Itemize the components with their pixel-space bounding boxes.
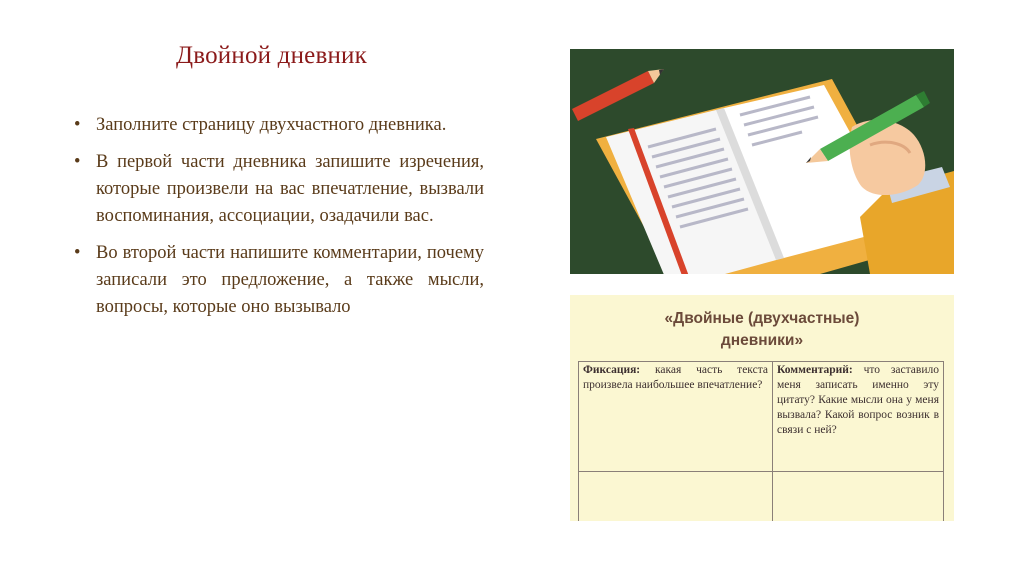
bullet-text: В первой части дневника запишите изречения, которые произвели на вас впечатление, вызвали воспоминания, ассоциации, озадачили вас. — [96, 152, 484, 226]
fixation-text: какая часть текста произвела наибольшее впечатление? — [583, 364, 768, 391]
bullet-dot: • — [74, 152, 81, 172]
bullet-item — [72, 149, 484, 230]
empty-cell — [773, 472, 944, 522]
bullet-list — [72, 112, 484, 331]
comment-text: что заставило меня записать именно эту цитату? Какие мысли она у меня вызвала? Какой вопрос возник в связи с ней? — [777, 364, 939, 436]
book-illustration-svg — [570, 49, 954, 274]
table-row — [579, 362, 944, 472]
empty-cell — [579, 472, 773, 522]
fixation-label: Фиксация: — [583, 364, 641, 376]
comment-label: Комментарий: — [777, 364, 853, 376]
comment-cell — [773, 362, 944, 472]
red-pencil-icon — [572, 69, 664, 121]
bullet-item — [72, 112, 484, 139]
bullet-item — [72, 240, 484, 321]
card-title-line2: дневники» — [720, 332, 804, 349]
bullet-text: Заполните страницу двухчастного дневника. — [96, 115, 447, 135]
bullet-dot: • — [74, 115, 81, 135]
bullet-dot: • — [74, 243, 81, 263]
book-writing-illustration — [570, 49, 954, 274]
slide-title: Двойной дневник — [176, 42, 367, 69]
card-title — [570, 308, 954, 352]
fixation-cell — [579, 362, 773, 472]
diary-table — [578, 361, 944, 521]
double-diary-card — [570, 295, 954, 521]
bullet-text: Во второй части напишите комментарии, почему записали это предложение, а также мысли, вопросы, которые оно вызывало — [96, 243, 484, 317]
card-title-line1: «Двойные (двухчастные) — [664, 310, 860, 327]
table-row — [579, 472, 944, 522]
